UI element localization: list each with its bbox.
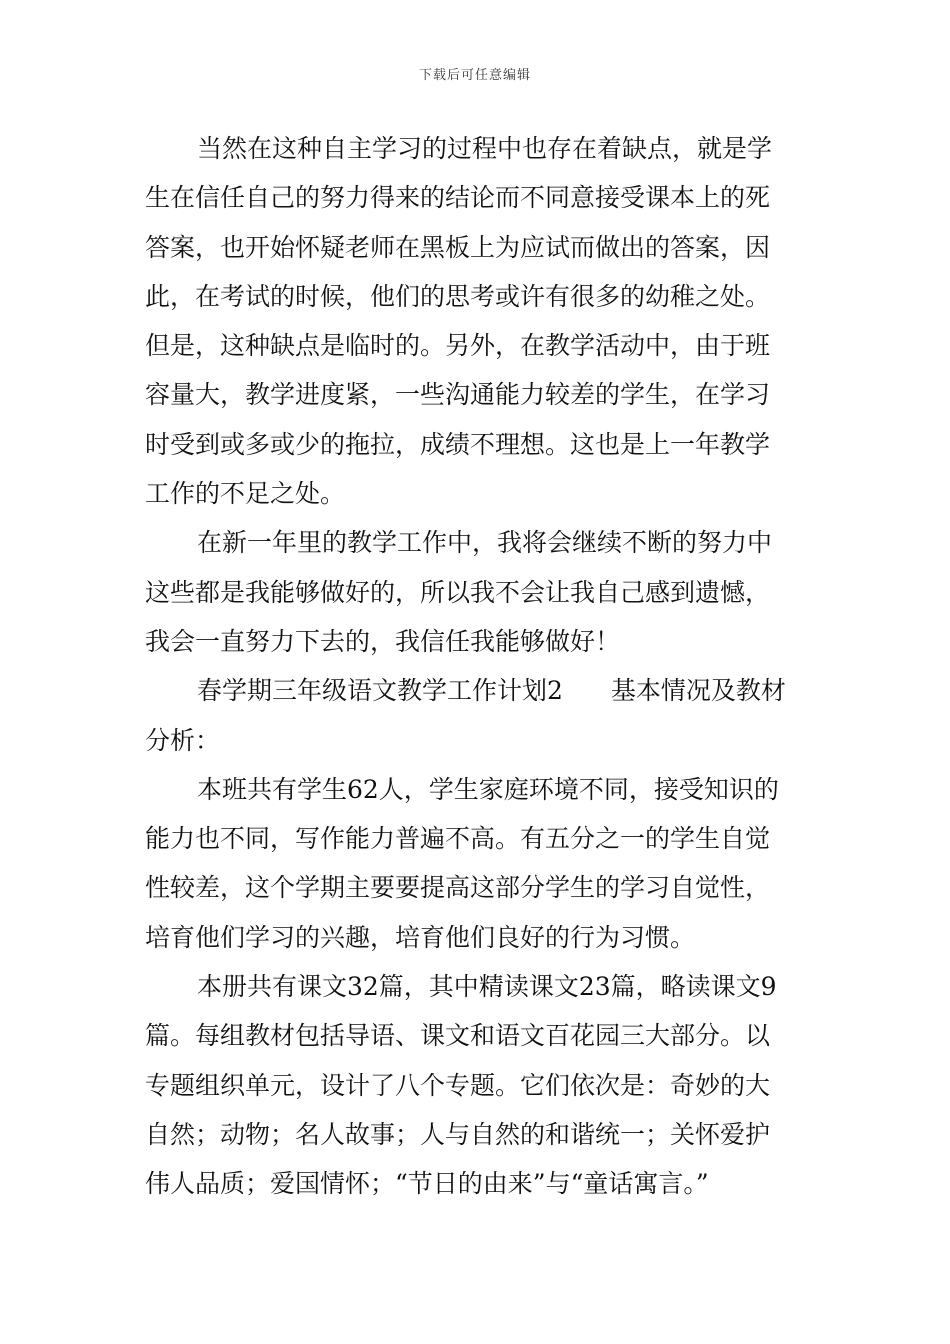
- document-body: [145, 124, 807, 1209]
- paragraph-line: 答案，也开始怀疑老师在黑板上为应试而做出的答案，因: [145, 232, 771, 262]
- paragraph-line: 此，在考试的时候，他们的思考或许有很多的幼稚之处。: [145, 281, 771, 311]
- paragraph-line: 篇。每组教材包括导语、课文和语文百花园三大部分。以: [145, 1021, 771, 1051]
- paragraph-line: 当然在这种自主学习的过程中也存在着缺点，就是学: [197, 134, 773, 163]
- section-title: 春学期三年级语文教学工作计划2: [197, 676, 563, 706]
- section-subtitle: 基本情况及教材: [610, 676, 786, 706]
- section-heading-line: [145, 666, 807, 715]
- paragraph-line: 我会一直努力下去的，我信任我能够做好！: [145, 626, 621, 656]
- paragraph-line: 本册共有课文32篇，其中精读课文23篇，略读课文9: [197, 972, 777, 1002]
- paragraph-line: 在新一年里的教学工作中，我将会继续不断的努力中: [197, 528, 773, 558]
- paragraph-line: 性较差，这个学期主要要提高这部分学生的学习自觉性，: [145, 873, 771, 903]
- paragraph-line: 但是，这种缺点是临时的。另外，在教学活动中，由于班: [145, 331, 771, 361]
- paragraph-line: 工作的不足之处。: [145, 479, 346, 509]
- paragraph-line: 本班共有学生62人，学生家庭环境不同，接受知识的: [197, 774, 779, 804]
- paragraph-line: 生在信任自己的努力得来的结论而不同意接受课本上的死: [145, 183, 771, 213]
- paragraph-line: 专题组织单元，设计了八个专题。它们依次是：奇妙的大: [145, 1070, 771, 1100]
- paragraph-line: 自然；动物；名人故事；人与自然的和谐统一；关怀爱护: [145, 1119, 771, 1149]
- paragraph-line: 分析：: [145, 725, 221, 755]
- page-header: 下载后可任意编辑: [418, 68, 531, 83]
- paragraph-line: 时受到或多或少的拖拉，成绩不理想。这也是上一年教学: [145, 429, 771, 459]
- paragraph-line: 这些都是我能够做好的，所以我不会让我自己感到遗憾，: [145, 577, 771, 607]
- paragraph-line: 容量大，教学进度紧，一些沟通能力较差的学生，在学习: [145, 380, 771, 410]
- paragraph-line: 能力也不同，写作能力普遍不高。有五分之一的学生自觉: [145, 824, 771, 854]
- paragraph-line: 伟人品质；爱国情怀；“节日的由来”与“童话寓言。”: [145, 1169, 709, 1199]
- paragraph-line: 培育他们学习的兴趣，培育他们良好的行为习惯。: [145, 922, 696, 952]
